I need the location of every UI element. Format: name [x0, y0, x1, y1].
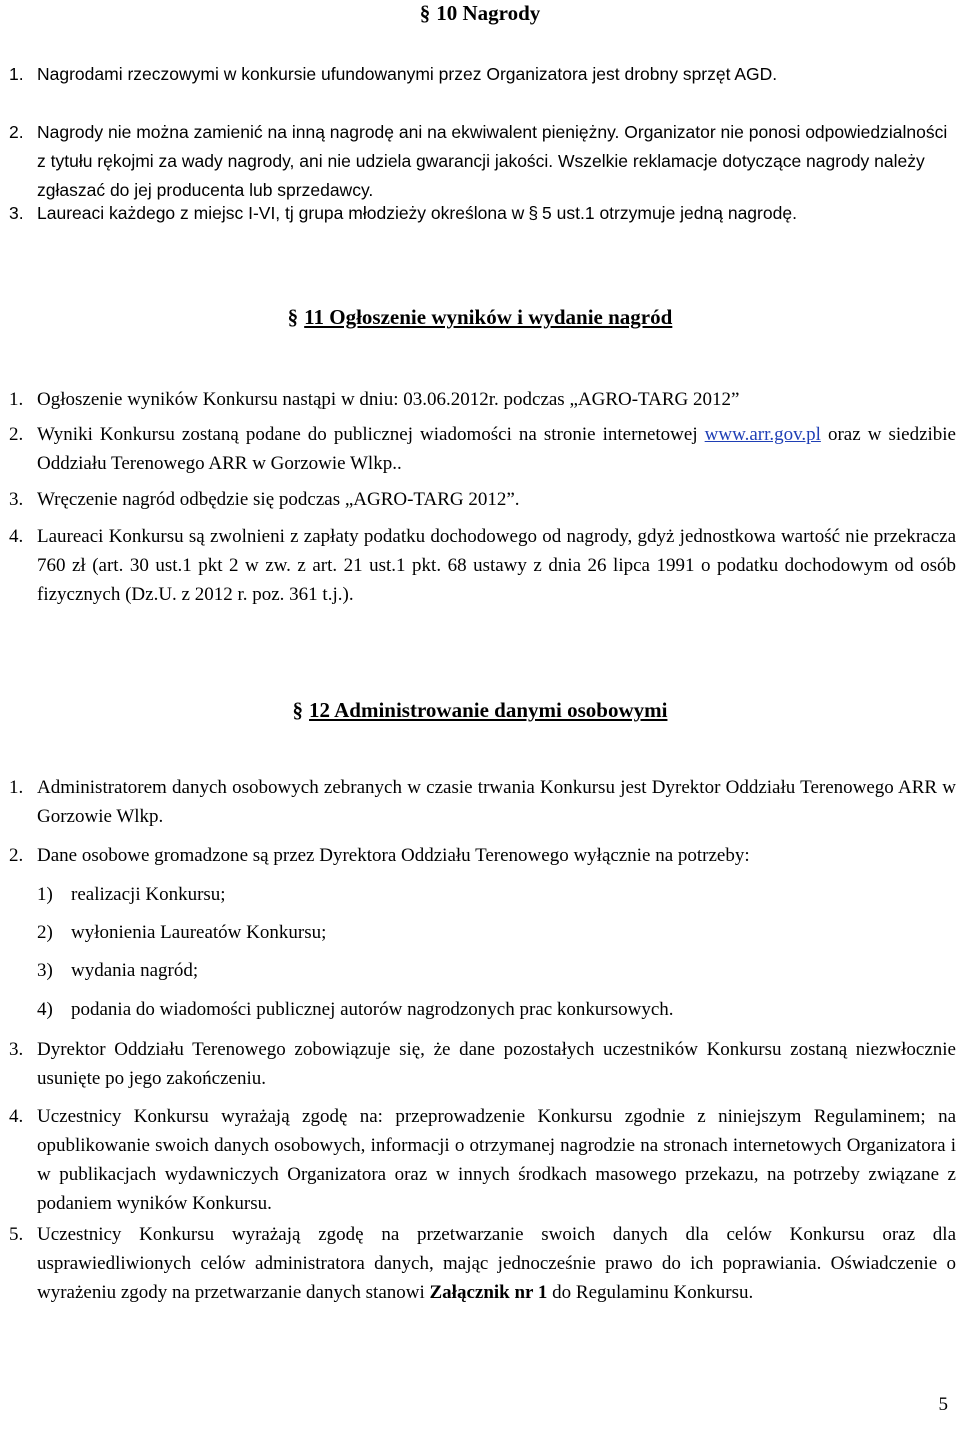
item-text [37, 1220, 956, 1307]
attachment-reference: Załącznik nr 1 [429, 1282, 548, 1303]
list-item [9, 60, 956, 89]
item-text: Laureaci Konkursu są zwolnieni z zapłaty podatku dochodowego od nagrody, gdyż jednostkowa wartość nie przekracza 760 zł (art. 30 ust.1 pkt 2 w zw. z art. 21 ust.1 pkt. 68 ustawy z dnia 26 lipca 1991 o podatku dochodowym od osób fizycznych (Dz.U. z 2012 r. poz. 361 t.j.). [37, 526, 956, 605]
sub-item-number: 3) [37, 960, 53, 981]
sub-item-text: wyłonienia Laureatów Konkursu; [71, 922, 327, 943]
item-text-part: oraz w siedzibie Oddziału Terenowego ARR w Gorzowie Wlkp.. [37, 424, 956, 474]
sub-list-item [37, 995, 937, 1024]
section-12-heading [0, 697, 960, 723]
section-10-heading [0, 0, 960, 26]
list-item [9, 773, 956, 831]
list-item [9, 1035, 956, 1093]
item-number: 2. [9, 845, 24, 866]
list-item [9, 841, 956, 870]
item-number: 1. [9, 389, 24, 410]
list-item [9, 118, 956, 205]
website-link[interactable]: www.arr.gov.pl [704, 424, 821, 445]
item-number: 3. [9, 489, 24, 510]
sub-list-item [37, 880, 937, 909]
section-11-title: 11 Ogłoszenie wyników i wydanie nagród [304, 305, 673, 329]
item-number: 1. [9, 64, 24, 84]
sub-item-text: podania do wiadomości publicznej autorów nagrodzonych prac konkursowych. [71, 999, 674, 1020]
list-item [9, 199, 956, 228]
sub-item-text: realizacji Konkursu; [71, 884, 226, 905]
list-item [9, 1220, 956, 1307]
item-number: 3. [9, 1039, 24, 1060]
sub-item-number: 4) [37, 999, 53, 1020]
sub-item-text: wydania nagród; [71, 960, 199, 981]
section-10-title: 10 Nagrody [436, 1, 541, 25]
item-text-part: Wyniki Konkursu zostaną podane do publicznej wiadomości na stronie internetowej [37, 424, 698, 445]
item-text-part: 5 ust.1 otrzymuje jedną nagrodę. [542, 203, 797, 223]
section-12-title: 12 Administrowanie danymi osobowymi [309, 698, 668, 722]
sub-list-item [37, 918, 937, 947]
list-item [9, 385, 956, 414]
item-text-part: Uczestnicy Konkursu wyrażają zgodę na przetwarzanie swoich danych dla celów Konkursu oraz dla usprawiedliwionych celów administratora danych, mając jednocześnie prawo do ich poprawiania. Oświadczenie o wyrażeniu zgody na przetwarzanie danych stanowi [37, 1224, 956, 1303]
item-text: Ogłoszenie wyników Konkursu nastąpi w dniu: 03.06.2012r. podczas „AGRO-TARG 2012” [37, 389, 740, 410]
list-item [9, 1102, 956, 1218]
item-text: Nagrodami rzeczowymi w konkursie ufundowanymi przez Organizatora jest drobny sprzęt AGD. [37, 64, 778, 84]
item-text: Dyrektor Oddziału Terenowego zobowiązuje się, że dane pozostałych uczestników Konkursu zostaną niezwłocznie usunięte po jego zakończeniu. [37, 1039, 956, 1089]
sub-list-item [37, 956, 937, 985]
section-mark: § [287, 305, 299, 329]
item-number: 5. [9, 1224, 24, 1245]
section-mark: § [528, 203, 539, 223]
item-text [37, 199, 956, 228]
item-text-part: do Regulaminu Konkursu. [552, 1282, 754, 1303]
item-number: 4. [9, 1106, 24, 1127]
item-number: 3. [9, 203, 24, 223]
page-number: 5 [938, 1394, 948, 1415]
list-item [9, 522, 956, 609]
section-mark: § [419, 1, 431, 25]
item-text: Nagrody nie można zamienić na inną nagrodę ani na ekwiwalent pieniężny. Organizator nie ponosi odpowiedzialności z tytułu rękojmi za wady nagrody, ani nie udziela gwarancji jakości. Wszelkie reklamacje dotyczące nagrody należy zgłaszać do jej producenta lub sprzedawcy. [37, 122, 948, 200]
section-11-heading [0, 304, 960, 330]
item-text: Wręczenie nagród odbędzie się podczas „AGRO-TARG 2012”. [37, 489, 520, 510]
item-text: Administratorem danych osobowych zebranych w czasie trwania Konkursu jest Dyrektor Oddziału Terenowego ARR w Gorzowie Wlkp. [37, 777, 956, 827]
item-text: Dane osobowe gromadzone są przez Dyrektora Oddziału Terenowego wyłącznie na potrzeby: [37, 845, 750, 866]
section-mark: § [292, 698, 304, 722]
list-item [9, 485, 956, 514]
sub-item-number: 1) [37, 884, 53, 905]
item-number: 1. [9, 777, 24, 798]
item-text: Uczestnicy Konkursu wyrażają zgodę na: przeprowadzenie Konkursu zgodnie z niniejszym Regulaminem; na opublikowanie swoich danych osobowych, informacji o otrzymanej nagrodzie na stronach internetowych Organizatora i w publikacjach wydawniczych Organizatora oraz w innych środkach masowego przekazu, na potrzeby związane z podaniem wyników Konkursu. [37, 1106, 956, 1214]
item-text [37, 420, 956, 478]
list-item [9, 420, 956, 478]
item-number: 4. [9, 526, 24, 547]
sub-item-number: 2) [37, 922, 53, 943]
item-text-part: Laureaci każdego z miejsc I-VI, tj grupa młodzieży określona w [37, 203, 525, 223]
item-number: 2. [9, 424, 24, 445]
item-number: 2. [9, 122, 24, 142]
